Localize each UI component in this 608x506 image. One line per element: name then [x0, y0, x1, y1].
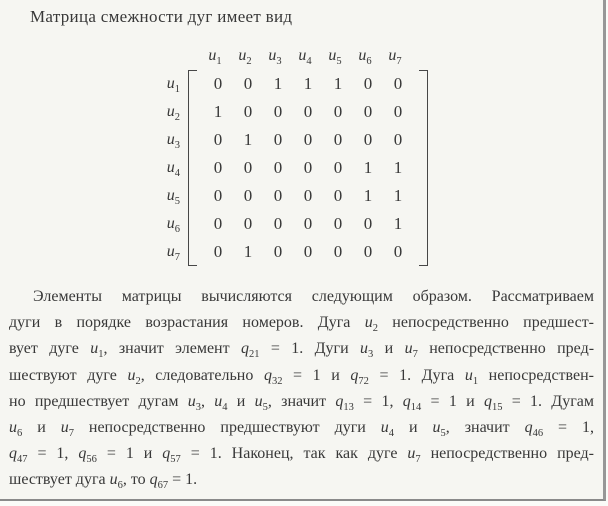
paragraph-line: шествует дуга $u_6$, то $q_{67} = 1$. — [9, 471, 198, 492]
math-var: $q_{72}$ — [350, 366, 369, 387]
math-var: $q_{67}$ — [149, 471, 169, 492]
math-var: $u_6$ — [9, 418, 23, 440]
matrix-col-headers — [200, 47, 603, 69]
math-var: $u_4$ — [166, 159, 180, 180]
matrix-row-labels — [158, 70, 180, 266]
matrix-cell: 0 — [303, 214, 313, 233]
matrix-cell: 0 — [273, 158, 283, 177]
math-var: $q_{13}$ — [335, 392, 354, 413]
paragraph-line: вует дуге $u_1$, значит элемент $q_{21} = 1$. Дуги $u_3$ и $u_7$ непосредственно пред- — [9, 340, 595, 361]
matrix-col-header — [320, 47, 350, 69]
matrix-cell: 0 — [243, 186, 253, 205]
math-var: $u_3$ — [268, 47, 282, 68]
math-var: $u_4$ — [380, 418, 395, 440]
paragraph-line: Элементы матрицы вычисляются следующим образом. Рассматриваем — [33, 288, 594, 305]
matrix-cell: 0 — [333, 158, 343, 177]
matrix-cell: 0 — [363, 74, 373, 93]
matrix-row-header — [158, 210, 180, 238]
math-var: $u_5$ — [432, 418, 446, 440]
matrix-bracket-right — [419, 70, 428, 266]
math-var: $u_3$ — [187, 392, 201, 413]
math-var: $u_1$ — [90, 340, 104, 361]
matrix-cell: 0 — [333, 102, 343, 121]
adjacency-matrix — [158, 47, 603, 266]
matrix-cell: 0 — [273, 186, 283, 205]
matrix-cell: 0 — [363, 102, 373, 121]
math-var: $u_6$ — [109, 471, 123, 492]
matrix-cell: 0 — [243, 102, 253, 121]
matrix-cell: 0 — [363, 130, 373, 149]
matrix-cell: 1 — [273, 74, 283, 93]
math-var: $q_{21}$ — [240, 340, 260, 361]
math-var: $u_7$ — [166, 243, 180, 264]
matrix-col-header — [350, 47, 380, 69]
matrix-col-header — [260, 47, 290, 69]
matrix-col-header — [230, 47, 260, 69]
math-var: $u_7$ — [388, 47, 402, 68]
matrix-cell: 0 — [243, 158, 253, 177]
matrix-cell: 1 — [393, 158, 403, 177]
paragraph-line: дуги в порядке возрастания номеров. Дуга $u_2$ непосредственно предшест- — [9, 314, 595, 335]
math-var: $u_5$ — [166, 187, 180, 208]
math-var: $u_2$ — [166, 103, 180, 124]
math-var: $q_{32}$ — [263, 366, 283, 387]
matrix-cell: 0 — [333, 130, 343, 149]
math-var: $q_{47}$ — [9, 445, 28, 466]
matrix-cell: 0 — [393, 130, 403, 149]
paragraph-line: $q_{47} = 1$, $q_{56} = 1$ и $q_{57} = 1$. Наконец, так как дуге $u_7$ непосредственно пред- — [9, 445, 594, 466]
matrix-cell: 0 — [303, 186, 313, 205]
matrix-cell: 1 — [243, 242, 253, 261]
matrix-cell: 0 — [273, 102, 283, 121]
matrix-col-header — [290, 47, 320, 69]
matrix-col-header — [380, 47, 410, 69]
matrix-cell: 0 — [303, 102, 313, 121]
matrix-cell: 0 — [243, 74, 253, 93]
math-var: $q_{46}$ — [524, 418, 544, 440]
matrix-bracket-left — [188, 70, 197, 266]
math-var: $u_3$ — [166, 131, 180, 152]
matrix-cell: 0 — [303, 130, 313, 149]
matrix-row-header — [158, 238, 180, 266]
matrix-cell: 0 — [363, 214, 373, 233]
matrix-cell: 0 — [273, 130, 283, 149]
matrix-cell: 1 — [393, 214, 403, 233]
matrix-cell: 1 — [333, 74, 343, 93]
matrix-cell: 0 — [273, 242, 283, 261]
math-var: $u_2$ — [238, 47, 252, 68]
math-var: $q_{56}$ — [78, 445, 97, 466]
math-var: $u_4$ — [214, 392, 228, 413]
matrix-cell: 0 — [333, 242, 343, 261]
paragraph-line: шествуют дуге $u_2$, следовательно $q_{32} = 1$ и $q_{72} = 1$. Дуга $u_1$ непосредствен- — [9, 366, 594, 387]
matrix-cell: 0 — [213, 130, 223, 149]
math-var: $q_{57}$ — [162, 445, 181, 466]
page-title: Матрица смежности дуг имеет вид — [30, 7, 293, 26]
matrix-cell: 0 — [393, 242, 403, 261]
math-var: $u_7$ — [407, 445, 421, 466]
paragraph — [9, 284, 594, 494]
math-var: $u_7$ — [60, 418, 74, 440]
math-var: $u_1$ — [166, 75, 180, 96]
matrix-cell: 0 — [333, 214, 343, 233]
matrix-cell: 0 — [213, 74, 223, 93]
math-var: $q_{15}$ — [483, 392, 503, 413]
matrix-grid — [197, 70, 419, 266]
matrix-cell: 0 — [363, 242, 373, 261]
matrix-col-header — [200, 47, 230, 69]
matrix-cell: 0 — [393, 102, 403, 121]
matrix-cell: 0 — [213, 242, 223, 261]
matrix-cell: 0 — [213, 186, 223, 205]
matrix-cell: 0 — [273, 214, 283, 233]
matrix-cell: 0 — [393, 74, 403, 93]
math-var: $u_2$ — [364, 314, 378, 335]
matrix-cell: 0 — [303, 242, 313, 261]
matrix-row-header — [158, 126, 180, 154]
matrix-cell: 0 — [213, 158, 223, 177]
matrix-cell: 1 — [303, 74, 313, 93]
math-var: $u_1$ — [208, 47, 222, 68]
paragraph-line: $u_6$ и $u_7$ непосредственно предшествуют дуги $u_4$ и $u_5$, значит $q_{46} = 1$, — [9, 418, 595, 440]
matrix-cell: 0 — [333, 186, 343, 205]
matrix-row-header — [158, 70, 180, 98]
math-var: $u_3$ — [360, 340, 374, 361]
matrix-cell: 1 — [363, 186, 373, 205]
matrix-body — [158, 70, 603, 266]
matrix-row-header — [158, 182, 180, 210]
math-var: $u_1$ — [464, 366, 479, 387]
matrix-cell: 1 — [393, 186, 403, 205]
math-var: $u_6$ — [358, 47, 372, 68]
matrix-row-header — [158, 154, 180, 182]
math-var: $u_7$ — [404, 340, 418, 361]
matrix-cell: 0 — [243, 214, 253, 233]
matrix-cell: 0 — [303, 158, 313, 177]
math-var: $u_5$ — [328, 47, 342, 68]
math-var: $u_2$ — [127, 366, 141, 387]
paragraph-line: но предшествует дугам $u_3$, $u_4$ и $u_5$, значит $q_{13} = 1$, $q_{14} = 1$ и $q_{15} = 1$. Дугам — [9, 392, 595, 413]
math-var: $u_5$ — [254, 392, 268, 413]
math-var: $u_6$ — [166, 215, 180, 236]
matrix-cell: 1 — [243, 130, 253, 149]
matrix-row-header — [158, 98, 180, 126]
math-var: $q_{14}$ — [402, 392, 422, 413]
matrix-cell: 0 — [213, 214, 223, 233]
matrix-cell: 1 — [363, 158, 373, 177]
math-var: $u_4$ — [298, 47, 312, 68]
matrix-cell: 1 — [213, 102, 223, 121]
